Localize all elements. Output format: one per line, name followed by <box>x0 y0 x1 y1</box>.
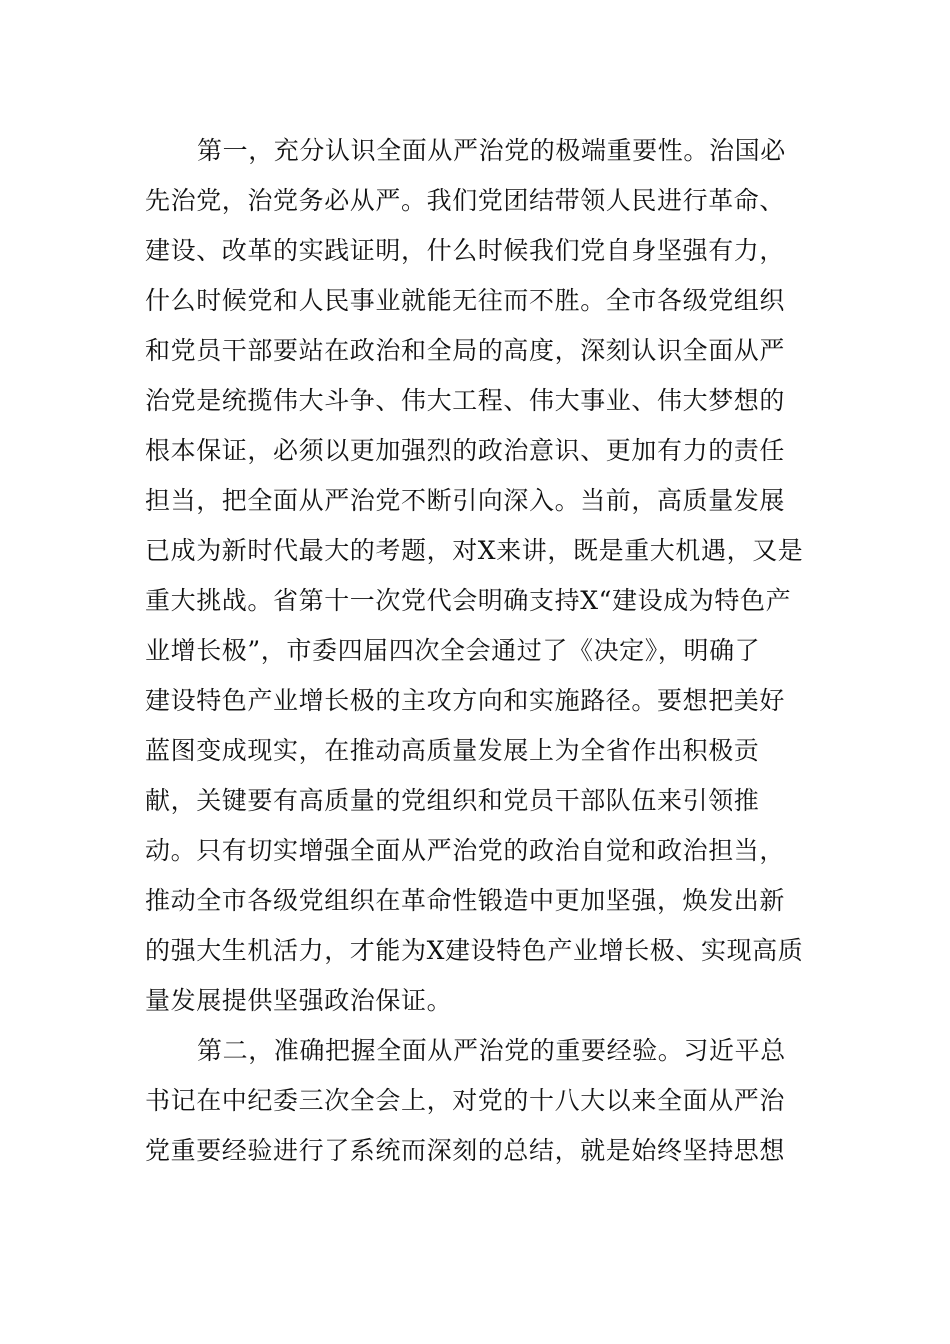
paragraph-1-line-14: 献，关键要有高质量的党组织和党员干部队伍来引领推 <box>145 786 760 815</box>
paragraph-1-line-13: 蓝图变成现实，在推动高质量发展上为全省作出积极贡 <box>145 736 760 765</box>
paragraph-1-line-8: 担当，把全面从严治党不断引向深入。当前，高质量发展 <box>145 486 786 515</box>
paragraph-1-line-18: 量发展提供坚强政治保证。 <box>145 986 453 1015</box>
paragraph-1-line-6: 治党是统揽伟大斗争、伟大工程、伟大事业、伟大梦想的 <box>145 386 786 415</box>
paragraph-1-line-4: 什么时候党和人民事业就能无往而不胜。全市各级党组织 <box>145 286 786 315</box>
paragraph-1-line-2: 先治党，治党务必从严。我们党团结带领人民进行革命、 <box>145 186 786 215</box>
paragraph-2-line-1: 第二，准确把握全面从严治党的重要经验。习近平总 <box>197 1036 786 1065</box>
paragraph-1-line-5: 和党员干部要站在政治和全局的高度，深刻认识全面从严 <box>145 336 786 365</box>
paragraph-1-line-11: 业增长极”，市委四届四次全会通过了《决定》，明确了 <box>145 636 761 665</box>
paragraph-1-line-9: 已成为新时代最大的考题，对X来讲，既是重大机遇，又是 <box>145 536 804 565</box>
paragraph-1-line-7: 根本保证，必须以更加强烈的政治意识、更加有力的责任 <box>145 436 786 465</box>
paragraph-1-line-1: 第一，充分认识全面从严治党的极端重要性。治国必 <box>197 136 786 165</box>
paragraph-1-line-15: 动。只有切实增强全面从严治党的政治自觉和政治担当， <box>145 836 786 865</box>
paragraph-2-line-2: 书记在中纪委三次全会上，对党的十八大以来全面从严治 <box>145 1086 786 1115</box>
paragraph-1-line-16: 推动全市各级党组织在革命性锻造中更加坚强，焕发出新 <box>145 886 786 915</box>
paragraph-1-line-12: 建设特色产业增长极的主攻方向和实施路径。要想把美好 <box>145 686 786 715</box>
paragraph-1-line-10: 重大挑战。省第十一次党代会明确支持X“建设成为特色产 <box>145 586 792 615</box>
paragraph-1-line-17: 的强大生机活力，才能为X建设特色产业增长极、实现高质 <box>145 936 804 965</box>
paragraph-2-line-3: 党重要经验进行了系统而深刻的总结，就是始终坚持思想 <box>145 1136 786 1165</box>
paragraph-1-line-3: 建设、改革的实践证明，什么时候我们党自身坚强有力， <box>145 236 786 265</box>
